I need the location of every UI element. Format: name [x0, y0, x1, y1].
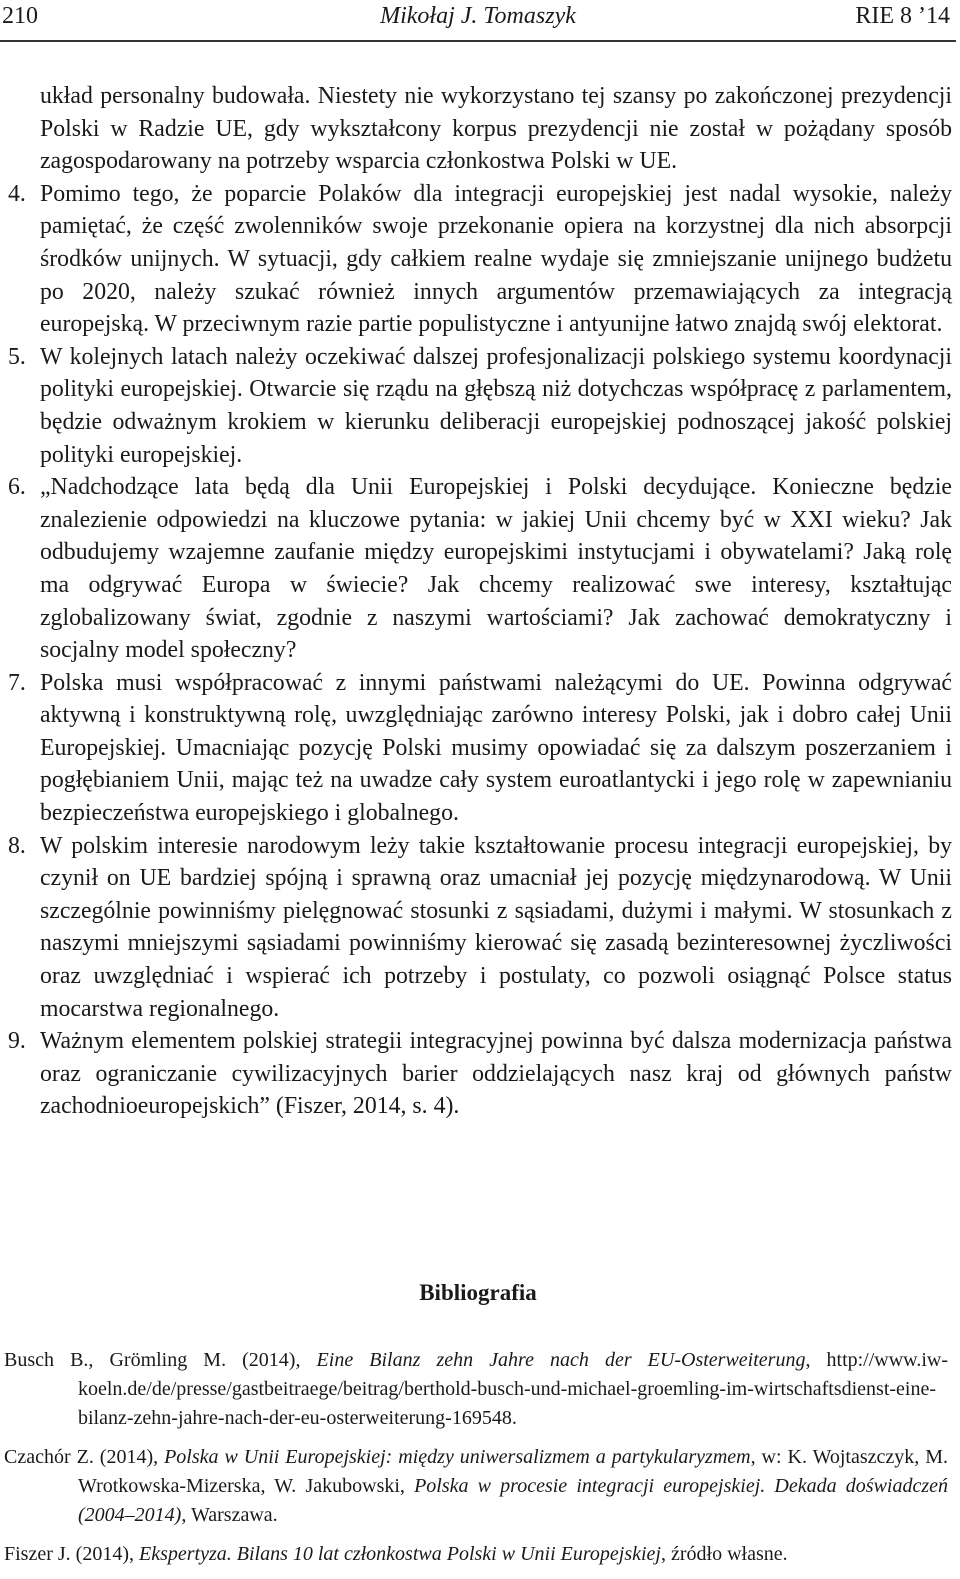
- list-item-text: W polskim interesie narodowym leży takie kształtowanie procesu integracji europejskiej, by czynił on UE bardziej spójną i sprawną oraz umacniał jej pozycję międzynarodową. W Unii szczególnie powinniśmy pielęgnować stosunki z sąsiadami, dużymi i małymi. W stosunkach z naszymi mniejszymi sąsiadami powinniśmy kierować się zasadą bezinteresownej życzliwości oraz uwzględniać i wspierać ich potrzeby i postulaty, co pozwoli osiągnąć Polsce status mocarstwa regionalnego.: [40, 832, 952, 1022]
- bib-entry-editors: , w: K. Wojtaszczyk, M. Wrotkowska-Mizerska, W. Jakubowski,: [78, 1446, 948, 1497]
- list-item-number: 5.: [8, 343, 26, 370]
- bib-entry-authors: Busch B., Grömling M. (2014),: [4, 1349, 317, 1371]
- page-number: 210: [2, 3, 38, 29]
- continuation-paragraph: układ personalny budowała. Niestety nie wykorzystano tej szansy po zakończonej prezydencji Polski w Radzie UE, gdy wykształcony korpus prezydencji nie został w pożądany sposób zagospodarowany na potrzeby wsparcia członkostwa Polski w UE.: [40, 83, 952, 175]
- bib-entry-source: , Warszawa.: [181, 1504, 278, 1526]
- running-head: [0, 0, 956, 36]
- list-item-number: 4.: [8, 180, 26, 207]
- list-item-number: 8.: [8, 832, 26, 859]
- bib-entry-title: Polska w Unii Europejskiej: między uniwersalizmem a partykularyzmem: [164, 1446, 751, 1468]
- list-item-text: Polska musi współpracować z innymi państwami należącymi do UE. Powinna odgrywać aktywną i konstruktywną rolę, uwzględniając zarówno interesy Polski, jak i dobro całej Unii Europejskiej. Umacniając pozycję Polski musimy opowiadać się za dalszym poszerzaniem i pogłębianiem Unii, mając też na uwadze cały system euroatlantycki i jego rolę w zapewnianiu bezpieczeństwa europejskiego i globalnego.: [40, 669, 952, 827]
- bibliography-list: [4, 1346, 948, 1579]
- bib-entry-book-title: Polska w procesie integracji europejskiej. Dekada doświadczeń (2004–2014): [78, 1475, 949, 1526]
- list-item: [8, 471, 952, 667]
- bib-entry-authors: Fiszer J. (2014),: [4, 1543, 139, 1565]
- running-head-journal: RIE 8 ’14: [855, 3, 950, 29]
- bib-entry-source: , źródło własne.: [660, 1543, 788, 1565]
- body-text: [8, 80, 952, 1123]
- bibliography-entry: [4, 1540, 948, 1569]
- bib-entry-title: Eine Bilanz zehn Jahre nach der EU-Osterweiterung: [316, 1349, 806, 1371]
- bibliography-entry: [4, 1346, 948, 1433]
- list-item: [8, 1025, 952, 1123]
- bibliography-heading: Bibliografia: [419, 1280, 537, 1305]
- bib-entry-authors: Czachór Z. (2014),: [4, 1446, 165, 1468]
- list-item-number: 6.: [8, 474, 26, 501]
- list-item-text: Pomimo tego, że poparcie Polaków dla integracji europejskiej jest nadal wysokie, należy pamiętać, że część zwolenników swoje przekonanie opiera na korzystnej dla nich absorpcji środków unijnych. W sytuacji, gdy całkiem realne wydaje się zmniejszanie unijnego budżetu po 2020, należy szukać również innych argumentów przemawiających za integracją europejską. W przeciwnym razie partie populistyczne i antyunijne łatwo znajdą swój elektorat.: [40, 180, 952, 338]
- list-item-text: W kolejnych latach należy oczekiwać dalszej profesjonalizacji polskiego systemu koordynacji polityki europejskiej. Otwarcie się rządu na głębszą niż dotychczas współpracę z parlamentem, będzie odważnym krokiem w kierunku deliberacji europejskiej podnoszącej jakość polskiej polityki europejskiej.: [40, 343, 952, 468]
- list-item-number: 9.: [8, 1028, 26, 1055]
- list-item: [8, 667, 952, 830]
- bibliography-entry: [4, 1443, 948, 1530]
- bib-entry-title: Ekspertyza. Bilans 10 lat członkostwa Polski w Unii Europejskiej: [138, 1543, 661, 1565]
- bib-entry-source: , http://www.iwkoeln.de/de/presse/gastbeitraege/beitrag/berthold-busch-und-michael-groemling-im-wirtschaftsdienst-eine-bilanz-zehn-jahre-nach-der-eu-osterweiterung-169548.: [78, 1349, 949, 1429]
- running-head-author: Mikołaj J. Tomaszyk: [380, 3, 576, 29]
- list-item: [8, 830, 952, 1026]
- list-item-number: 7.: [8, 669, 26, 696]
- list-item: [8, 178, 952, 341]
- header-rule: [0, 40, 956, 42]
- list-item: [8, 341, 952, 471]
- list-item-text: Ważnym elementem polskiej strategii integracyjnej powinna być dalsza modernizacja państwa oraz ograniczanie cywilizacyjnych barier oddzielających nasz kraj od głównych państw zachodnioeuropejskich” (Fiszer, 2014, s. 4).: [40, 1028, 952, 1120]
- list-item-text: „Nadchodzące lata będą dla Unii Europejskiej i Polski decydujące. Konieczne będzie znalezienie odpowiedzi na kluczowe pytania: w jakiej Unii chcemy być w XXI wieku? Jak odbudujemy wzajemne zaufanie między europejskimi instytucjami i obywatelami? Jaką rolę ma odgrywać Europa w świecie? Jak chcemy realizować swe interesy, kształtując zglobalizowany świat, zgodnie z naszymi wartościami? Jak zachować demokratyczny i socjalny model społeczny?: [40, 474, 952, 664]
